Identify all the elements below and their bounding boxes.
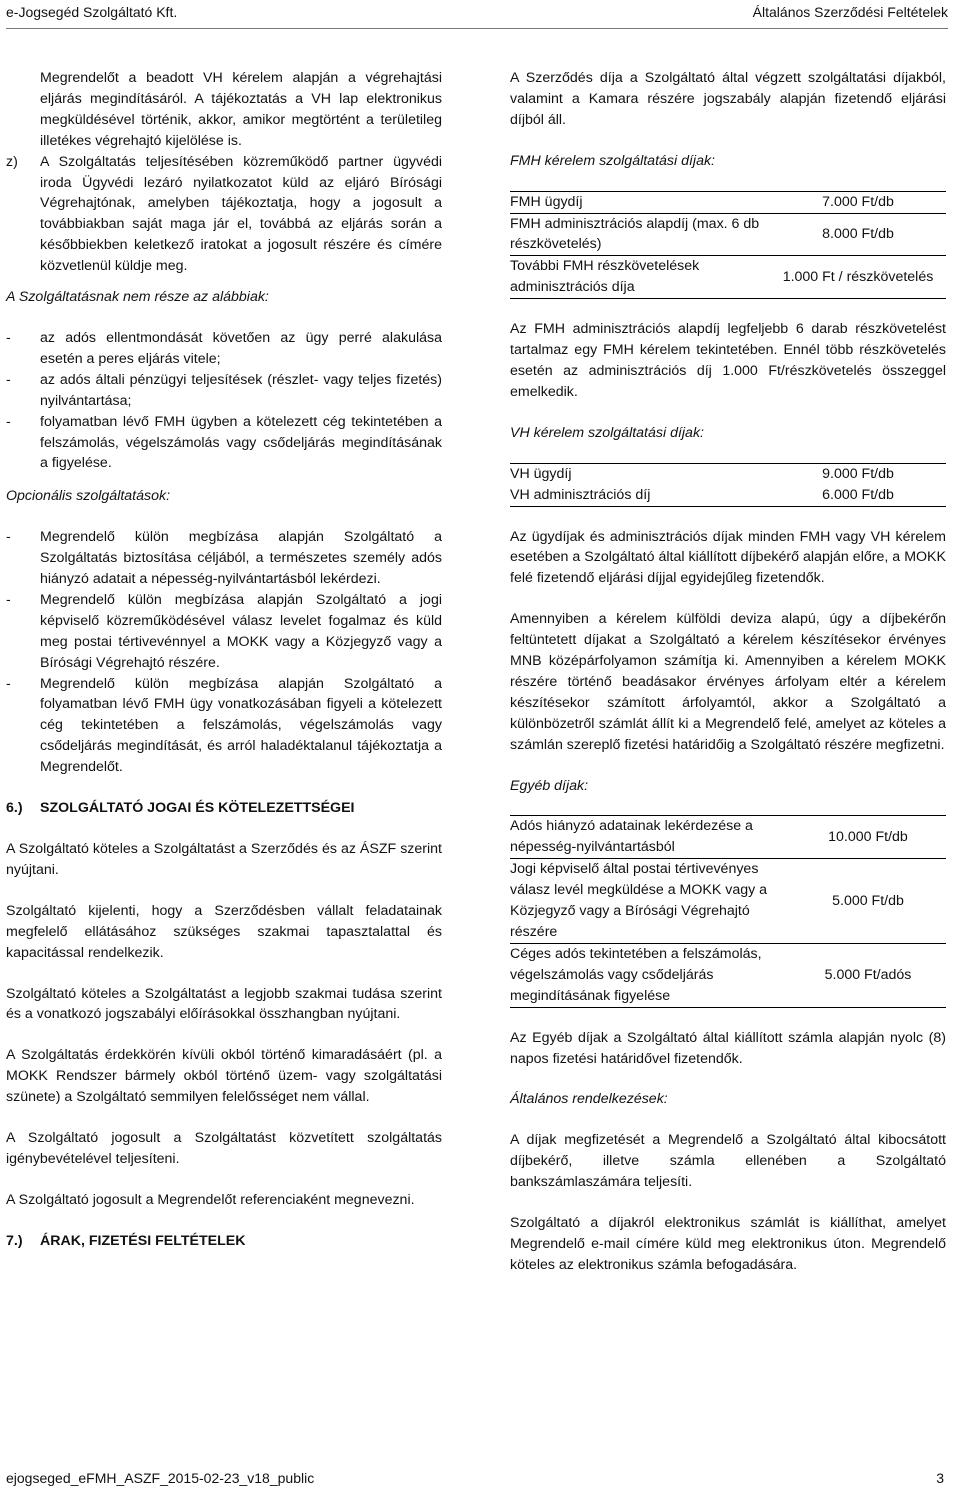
section-number: 7.) (6, 1232, 23, 1249)
list-item: - az adós általi pénzügyi teljesítések (részlet- vagy teljes fizetés) nyilvántartása; (6, 371, 442, 409)
table-row: VH adminisztrációs díj 6.000 Ft/db (510, 486, 894, 503)
intro-continuation: Megrendelőt a beadott VH kérelem alapján a végrehajtási eljárás megindításáról. A tájékoztatás a VH lap elektronikus megküldésével történik, akkor, amikor megtörtént a területileg illetékes végrehajtó kijelölése is. (40, 70, 442, 149)
vh-note-currency: Amennyiben a kérelem külföldi deviza alapú, úgy a díjbekérőn feltüntetett díjakat a Szolgáltató a kérelem készítésekor érvényes MNB középárfolyamon számítja ki. Amennyiben a kérelem MOKK részére történő beadásakor érvényes árfolyam eltér a kérelem készítésekor számított árfolyamtól, akkor a Szolgáltató a különbözetről számlát állít ki a Megrendelő felé, amelyet az köteles a számlán szereplő fizetési határidőig a Szolgáltató részére megfizetni. (510, 611, 946, 753)
list-item: - folyamatban lévő FMH ügyben a kötelezett cég tekintetében a felszámolás, végelszámolás vagy csődeljárás megindításának a figyelése. (6, 413, 442, 472)
fmh-fee-table (510, 191, 946, 300)
paragraph: Szolgáltató köteles a Szolgáltatást a legjobb szakmai tudása szerint és a vonatkozó jogszabályi előírásokkal összhangban nyújtani. (6, 985, 442, 1023)
company-name: e-Jogsegéd Szolgáltató Kft. (6, 4, 178, 20)
item-z (6, 152, 442, 277)
section-number: 6.) (6, 800, 23, 817)
dash-marker: - (6, 371, 11, 388)
item-z-text: A Szolgáltatás teljesítésében közreműködő partner ügyvédi iroda Ügyvédi lezáró nyilatkozatot küld az eljáró Bírósági Végrehajtónak, amelyben tájékoztatja, hogy a jogosult a továbbiakban saját maga jár el, továbbá az eljárás során a későbbiekben keletkező iratokat a jogosult részére és címére közvetlenül küldje meg. (40, 153, 442, 275)
paragraph: A Szolgáltató jogosult a Szolgáltatást közvetített szolgáltatás igénybevételével teljesíteni. (6, 1130, 442, 1167)
paragraph: A Szolgáltató jogosult a Megrendelőt referenciaként megnevezni. (6, 1191, 415, 1208)
item-z-label: z) (6, 153, 18, 170)
dash-marker: - (6, 529, 11, 546)
paragraph: Szolgáltató a díjakról elektronikus számlát is kiállíthat, amelyet Megrendelő e-mail címére küld meg elektronikus úton. Megrendelő köteles az elektronikus számla befogadására. (510, 1215, 946, 1273)
table-row: Adós hiányzó adatainak lekérdezése a népesség-nyilvántartásból 10.000 Ft/db (510, 816, 946, 859)
list-item: - Megrendelő külön megbízása alapján Szolgáltató a folyamatban lévő FMH ügy vonatkozásában figyeli a kötelezett cég tekintetében a felszámolás, végelszámolás vagy csődeljárás megindítását, és arról haladéktalanul tájékoztatja a Megrendelőt. (6, 675, 442, 776)
fmh-fees-heading: FMH kérelem szolgáltatási díjak: (510, 152, 715, 169)
other-fees-note: Az Egyéb díjak a Szolgáltató által kiállított számla alapján nyolc (8) napos fizetési határidővel fizetendők. (510, 1029, 946, 1067)
fees-intro: A Szerződés díja a Szolgáltató által végzett szolgáltatási díjakból, valamint a Kamara részére jogszabály alapján fizetendő eljárási díjból áll. (510, 70, 946, 128)
document-id: ejogseged_eFMH_ASZF_2015-02-23_v18_public (6, 1470, 315, 1486)
section-6-heading (6, 798, 442, 819)
not-part-list (6, 328, 442, 474)
fmh-note: Az FMH adminisztrációs alapdíj legfeljebb 6 darab részkövetelést tartalmaz egy FMH kérelem tekintetében. Ennél több részkövetelés esetén az adminisztrációs díj 1.000 Ft/részkövetelés összeggel emelkedik. (510, 321, 946, 400)
paragraph: Szolgáltató kijelenti, hogy a Szerződésben vállalt feladatainak megfelelő ellátásához szükséges szakmai tapasztalattal és kapacitással rendelkezik. (6, 902, 442, 961)
vh-note-payment: Az ügydíjak és adminisztrációs díjak minden FMH vagy VH kérelem esetében a Szolgáltató által kiállított díjbekérő alapján előre, a MOKK felé fizetendő eljárási díjjal egyidejűleg fizetendők. (510, 528, 946, 587)
general-heading: Általános rendelkezések: (510, 1091, 668, 1108)
table-row: További FMH részkövetelések adminisztrációs díja 1.000 Ft / részkövetelés (510, 258, 934, 296)
table-row: VH ügydíj 9.000 Ft/db (510, 465, 894, 482)
table-row: Jogi képviselő által postai tértivevényes válasz levél megküldése a MOKK vagy a Közjegyző vagy a Bírósági Végrehajtó részére 5.000 Ft/db (510, 859, 946, 944)
right-column (510, 68, 946, 1276)
optional-list (6, 527, 442, 778)
list-item: - Megrendelő külön megbízása alapján Szolgáltató a Szolgáltatás biztosítása céljából, a természetes személy adós hiányzó adatait a népesség-nyilvántartásból lekérdezi. (6, 529, 442, 588)
other-fees-heading: Egyéb díjak: (510, 777, 589, 794)
table-row: FMH ügydíj 7.000 Ft/db (510, 191, 946, 213)
vh-fees-heading: VH kérelem szolgáltatási díjak: (510, 424, 704, 441)
dash-marker: - (6, 591, 11, 608)
optional-heading: Opcionális szolgáltatások: (6, 488, 171, 505)
dash-marker: - (6, 329, 11, 346)
table-row: Céges adós tekintetében a felszámolás, végelszámolás vagy csődeljárás megindításának figyelése 5.000 Ft/adós (510, 945, 912, 1004)
document-title: Általános Szerződési Feltételek (752, 4, 948, 20)
left-column (6, 68, 442, 1252)
dash-marker: - (6, 413, 11, 430)
list-item: - az adós ellentmondását követően az ügy perré alakulása esetén a peres eljárás vitele; (6, 329, 442, 367)
other-fee-table (510, 815, 946, 1007)
section-7-heading (6, 1231, 442, 1252)
page-number: 3 (936, 1470, 944, 1486)
section-title: ÁRAK, FIZETÉSI FELTÉTELEK (40, 1232, 246, 1249)
dash-marker: - (6, 675, 11, 692)
page-header (6, 0, 948, 29)
table-row: FMH adminisztrációs alapdíj (max. 6 db részkövetelés) 8.000 Ft/db (510, 213, 946, 256)
section-title: SZOLGÁLTATÓ JOGAI ÉS KÖTELEZETTSÉGEI (40, 800, 355, 817)
vh-fee-table (510, 463, 946, 507)
paragraph: A Szolgáltatás érdekkörén kívüli okból történő kimaradásáért (pl. a MOKK Rendszer bármely okból történő üzem- vagy szolgáltatási szünete) a Szolgáltató semmilyen felelősséget nem vállal. (6, 1047, 442, 1106)
paragraph: A Szolgáltató köteles a Szolgáltatást a Szerződés és az ÁSZF szerint nyújtani. (6, 841, 442, 878)
not-part-heading: A Szolgáltatásnak nem része az alábbiak: (6, 289, 269, 306)
page-footer (6, 1470, 944, 1486)
paragraph: A díjak megfizetését a Megrendelő a Szolgáltató által kibocsátott díjbekérő, illetve számla ellenében a Szolgáltató bankszámlaszámára teljesíti. (510, 1132, 946, 1191)
list-item: - Megrendelő külön megbízása alapján Szolgáltató a jogi képviselő közreműködésével válasz levelet fogalmaz és küld meg postai tértivevénnyel a MOKK vagy a Közjegyző vagy a Bírósági Végrehajtó részére. (6, 591, 442, 671)
